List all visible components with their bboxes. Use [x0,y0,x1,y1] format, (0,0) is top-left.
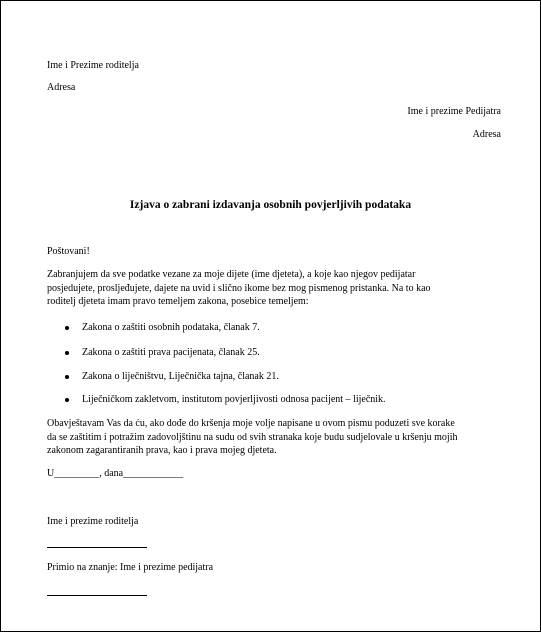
received-label: Primio na znanje: Ime i prezime pedijatra [47,562,214,573]
greeting: Poštovani! [47,246,90,257]
notice-line: Obavještavam Vas da ću, ako dođe do kršenja moje volje napisane u ovom pismu poduzeti sve korake [47,418,455,429]
place-date: U_________, dana____________ [47,468,184,479]
notice-line: da se zaštitim i potražim zadovoljštinu na sudu od svih stranaka koje budu sudjelovale u kršenju mojih [47,431,458,443]
parent-signature-label: Ime i prezime roditelja [47,516,139,527]
intro-line: posjedujete, prosljeđujete, dajete na uvid i slično ikome bez mog pismenog pristanka. Na to kao [47,282,431,294]
bullet-icon [65,375,69,379]
parent-name: Ime i Prezime roditelja [47,60,139,71]
document-title: Izjava o zabrani izdavanja osobnih povjerljivih podataka [129,199,412,211]
parent-address: Adresa [47,82,76,93]
notice-paragraph [47,417,517,458]
doctor-signature-line [47,595,147,596]
bullet-icon [65,398,69,402]
bullet-icon [65,326,69,330]
document-page: Ime i Prezime roditelja Adresa Ime i prezime Pedijatra Adresa Izjava o zabrani izdavanja osobnih povjerljivih podataka Poštovani! Zabranjujem da sve podatke vezane za moje dijete (ime djeteta), a koje kao njegov pedijatar posjedujete, prosljeđujete, dajete na uvid i slično ikome bez mog pismenog pristanka. Na to kao roditelj djeteta imam pravo temeljem zakona, posebice temeljem: Zakona o zaštiti osobnih podataka, članak 7. Zakona o zaštiti prava pacijenata, članak 25. Zakona o liječništvu, Liječnička tajna, članak 21. Liječničkom zakletvom, institutom povjerljivosti odnosa pacijent – liječnik. Obavještavam Vas da ću, ako dođe do kršenja moje volje napisane u ovom pismu poduzeti sve korake da se zaštitim i potražim zadovoljštinu na sudu od svih stranaka koje budu sudjelovale u kršenju mojih zakonom zagarantiranih prava, kao i prava mojeg djeteta. U_________, dana____________ Ime i prezime roditelja Primio na znanje: Ime i prezime pedijatra [0,0,541,632]
doctor-address: Adresa [472,129,501,140]
notice-line: zakonom zagarantiranih prava, kao i prava mojeg djeteta. [47,445,277,456]
doctor-name: Ime i prezime Pedijatra [407,106,501,117]
parent-signature-line [47,547,147,548]
intro-line: Zabranjujem da sve podatke vezane za moje dijete (ime djeteta), a koje kao njegov pedijatar [47,269,416,280]
bullet-icon [65,351,69,355]
intro-paragraph [47,268,517,309]
intro-line: roditelj djeteta imam pravo temeljem zakona, posebice temeljem: [47,296,309,307]
